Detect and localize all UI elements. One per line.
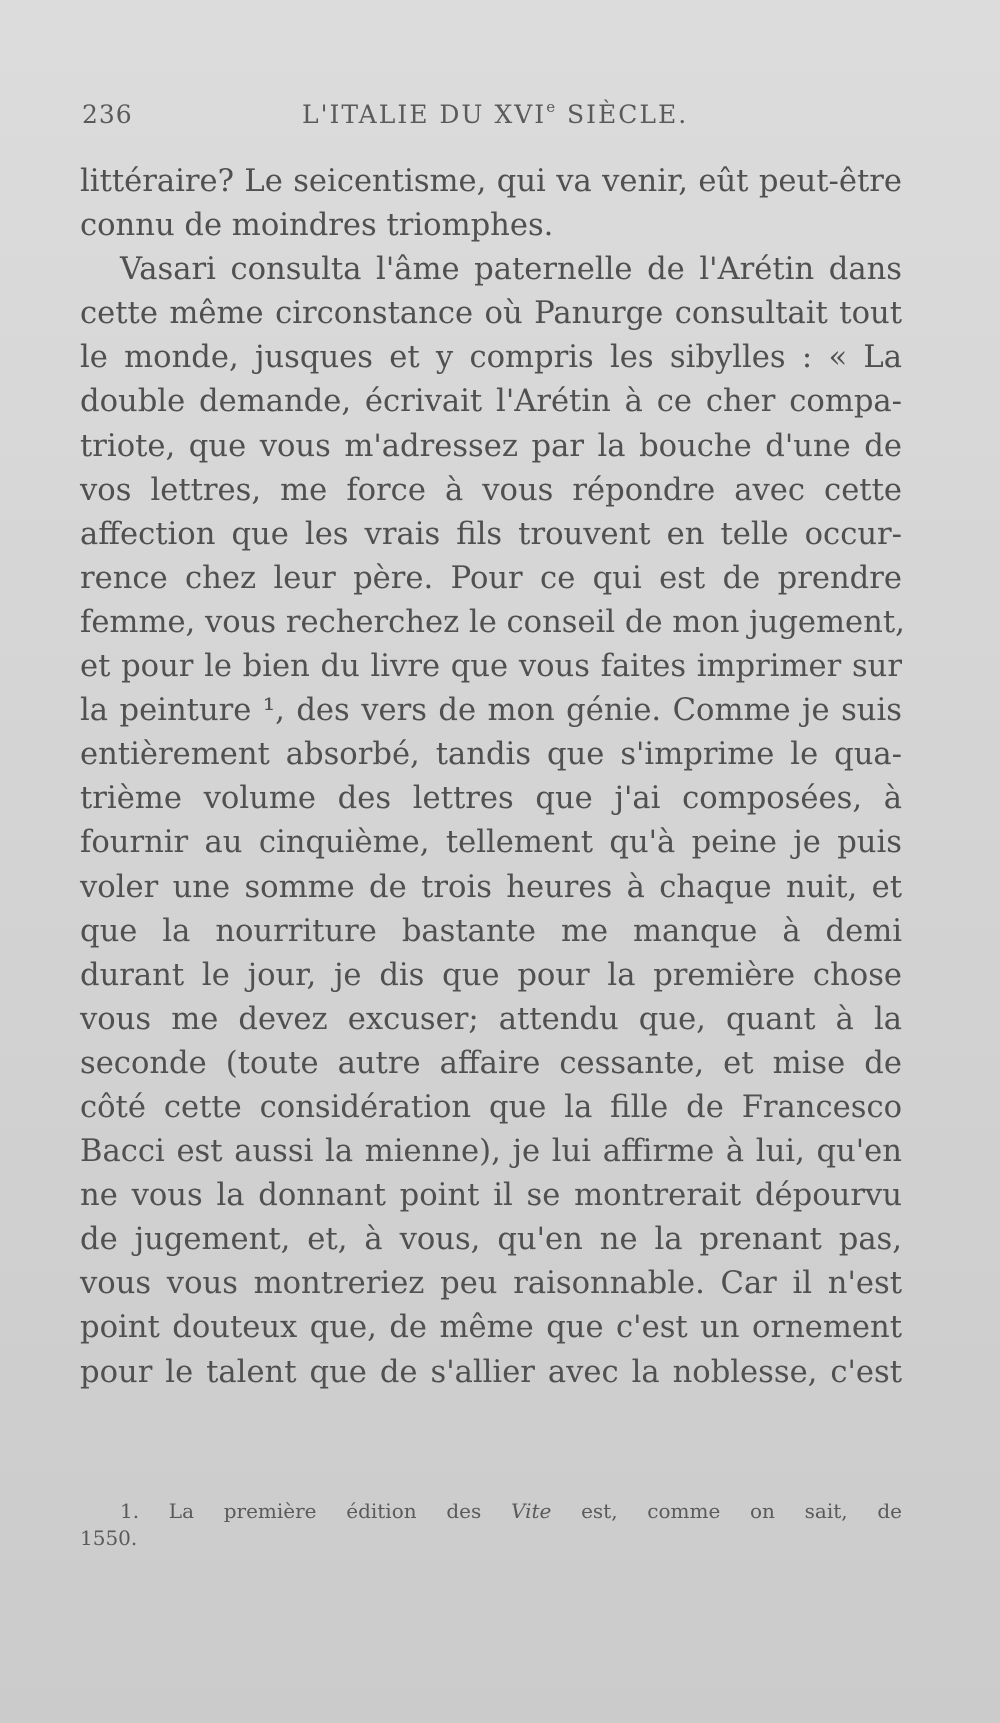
text-line: côté cette considération que la fille de Francesco [80,1089,902,1125]
page-number: 236 [82,100,133,129]
text-line: rence chez leur père. Pour ce qui est de prendre [80,560,902,596]
text-line: vous me devez excuser; attendu que, quant à la [80,1001,902,1037]
body-text [80,160,905,1395]
text-line: femme, vous recherchez le conseil de mon jugement, [80,604,905,640]
text-line: connu de moindres triomphes. [80,208,554,244]
footnote-line: 1550. [80,1526,138,1550]
footnote-text-start: 1. La première édition des [120,1499,511,1523]
text-line: cette même circonstance où Panurge consultait tout [80,296,902,332]
text-line: le monde, jusques et y compris les sibylles : « La [80,340,902,376]
running-title-end: SIÈCLE. [557,100,689,129]
text-line: Bacci est aussi la mienne), je lui affirme à lui, qu'en [80,1134,902,1170]
text-line: fournir au cinquième, tellement qu'à peine je puis [80,825,902,861]
footnote [80,1498,902,1552]
text-line: trième volume des lettres que j'ai composées, à [80,781,902,817]
text-line: seconde (toute autre affaire cessante, et mise de [80,1045,902,1081]
text-line: de jugement, et, à vous, qu'en ne la prenant pas, [80,1222,902,1258]
running-title-superscript: e [546,98,558,116]
text-line: point douteux que, de même que c'est un ornement [80,1310,902,1346]
text-line: pour le talent que de s'allier avec la noblesse, c'est [80,1354,902,1390]
text-line: durant le jour, je dis que pour la première chose [80,957,902,993]
text-line: triote, que vous m'adressez par la bouche d'une de [80,428,902,464]
text-line: double demande, écrivait l'Arétin à ce cher compa- [80,384,902,420]
footnote-text-end: est, comme on sait, de [551,1499,903,1523]
text-line: la peinture ¹, des vers de mon génie. Comme je suis [80,693,902,729]
running-title-text: L'ITALIE DU XVI [302,100,547,129]
text-line: voler une somme de trois heures à chaque nuit, et [80,869,902,905]
footnote-italic-title: Vite [510,1499,552,1523]
footnote-line [80,1498,902,1525]
text-line: et pour le bien du livre que vous faites imprimer sur [80,649,902,685]
text-line: ne vous la donnant point il se montrerait dépourvu [80,1178,902,1214]
text-line: entièrement absorbé, tandis que s'imprime le qua- [80,737,902,773]
running-head [82,100,900,140]
text-line: Vasari consulta l'âme paternelle de l'Arétin dans [120,252,902,288]
text-line: littéraire? Le seicentisme, qui va venir, eût peut-être [80,164,902,199]
text-line: vous vous montreriez peu raisonnable. Car il n'est [80,1266,902,1302]
text-line: que la nourriture bastante me manque à demi [80,913,902,949]
text-line: vos lettres, me force à vous répondre avec cette [80,472,902,508]
text-line: affection que les vrais fils trouvent en telle occur- [80,516,902,552]
running-title [302,100,688,129]
